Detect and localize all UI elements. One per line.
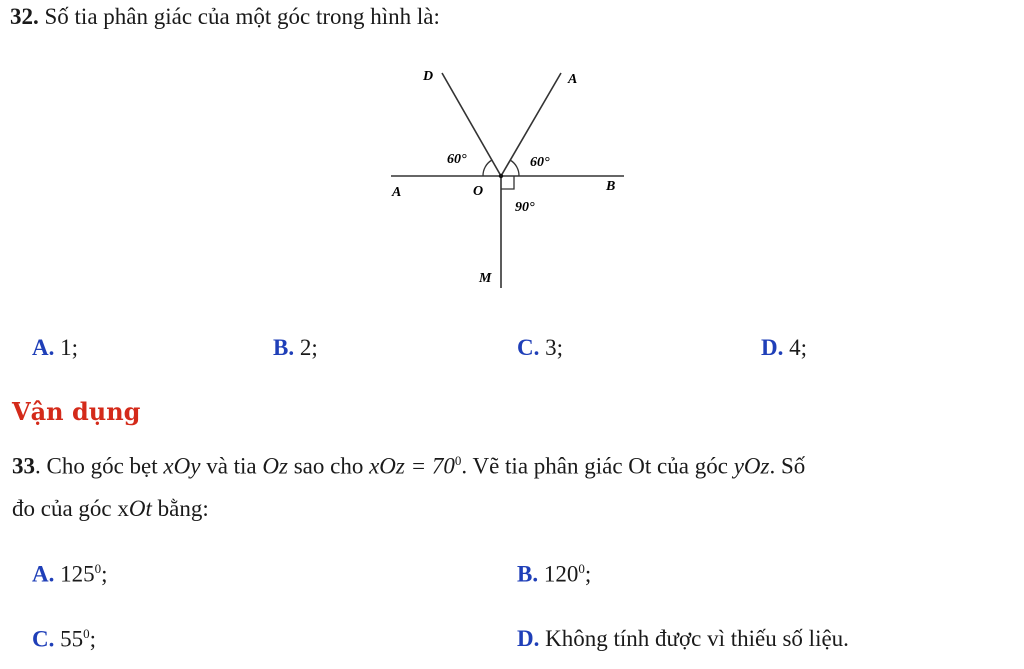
option-value: 55 — [60, 626, 84, 652]
option-letter: B. — [517, 561, 539, 587]
q33-line2-b: bằng: — [151, 496, 209, 521]
option-letter: D. — [517, 626, 540, 651]
label-A-left: A — [392, 185, 402, 200]
question-32-text: Số tia phân giác của một góc trong hình là: — [44, 4, 440, 29]
q33-text-4: . Vẽ tia phân giác Ot của góc — [461, 453, 734, 479]
q33-text-5: . Số — [769, 453, 806, 479]
option-value: 3; — [545, 335, 564, 360]
option-tail: ; — [89, 626, 97, 652]
option-degree: 0 — [94, 561, 102, 576]
q33-math-yOz: yOz — [733, 453, 770, 479]
q33-text-3: sao cho — [287, 453, 370, 479]
q33-math-xOy: xOy — [163, 453, 201, 479]
option-letter: C. — [32, 626, 55, 652]
q33-line2-a: đo của góc x — [12, 496, 129, 521]
angle-label-left: 60° — [447, 152, 467, 167]
option-letter: C. — [517, 335, 540, 360]
q33-math-eq: = 70 — [404, 453, 455, 479]
q32-option-a[interactable] — [32, 335, 78, 361]
arc-right — [510, 160, 519, 176]
option-degree: 0 — [578, 561, 585, 576]
q33-math-Ot: Ot — [128, 496, 152, 521]
q33-option-c[interactable] — [32, 626, 96, 653]
option-value: 1; — [60, 335, 79, 360]
question-32 — [10, 4, 440, 30]
option-letter: D. — [761, 335, 784, 360]
angle-figure — [380, 55, 640, 300]
q33-text-1: . Cho góc bẹt — [35, 453, 164, 479]
option-tail: ; — [101, 561, 108, 587]
arc-left — [483, 160, 492, 176]
question-32-number: 32. — [10, 4, 39, 29]
option-tail: ; — [584, 561, 592, 587]
option-degree: 0 — [83, 626, 90, 641]
q33-text-2: và tia — [200, 453, 263, 479]
q33-math-Oz: Oz — [262, 453, 288, 479]
question-33-line-1 — [12, 453, 805, 480]
option-value: 125 — [60, 561, 95, 587]
q33-option-d[interactable] — [517, 626, 849, 652]
question-33-line-2 — [12, 496, 209, 522]
angle-label-right: 60° — [530, 155, 550, 170]
q32-option-b[interactable] — [273, 335, 318, 361]
section-title: Vận dụng — [12, 397, 141, 426]
point-O — [499, 174, 503, 178]
option-letter: A. — [32, 561, 55, 587]
option-value: 2; — [299, 335, 318, 360]
label-D: D — [423, 69, 434, 84]
q33-math-xOz: xOz — [369, 453, 405, 479]
label-B: B — [606, 179, 616, 194]
label-A-top: A — [568, 72, 578, 87]
option-value: Không tính được vì thiếu số liệu. — [545, 626, 849, 651]
q32-option-d[interactable] — [761, 335, 807, 361]
right-angle-mark — [501, 176, 514, 189]
label-O: O — [473, 184, 484, 199]
angle-label-bottom: 90° — [515, 200, 535, 215]
q33-option-a[interactable] — [32, 561, 108, 588]
label-M: M — [479, 271, 492, 286]
question-33-number: 33 — [12, 453, 35, 479]
option-value: 4; — [789, 335, 808, 360]
q32-option-c[interactable] — [517, 335, 563, 361]
q33-degree: 0 — [454, 453, 462, 468]
option-letter: B. — [273, 335, 295, 360]
option-value: 120 — [543, 561, 579, 587]
option-letter: A. — [32, 335, 55, 360]
q33-option-b[interactable] — [517, 561, 591, 588]
